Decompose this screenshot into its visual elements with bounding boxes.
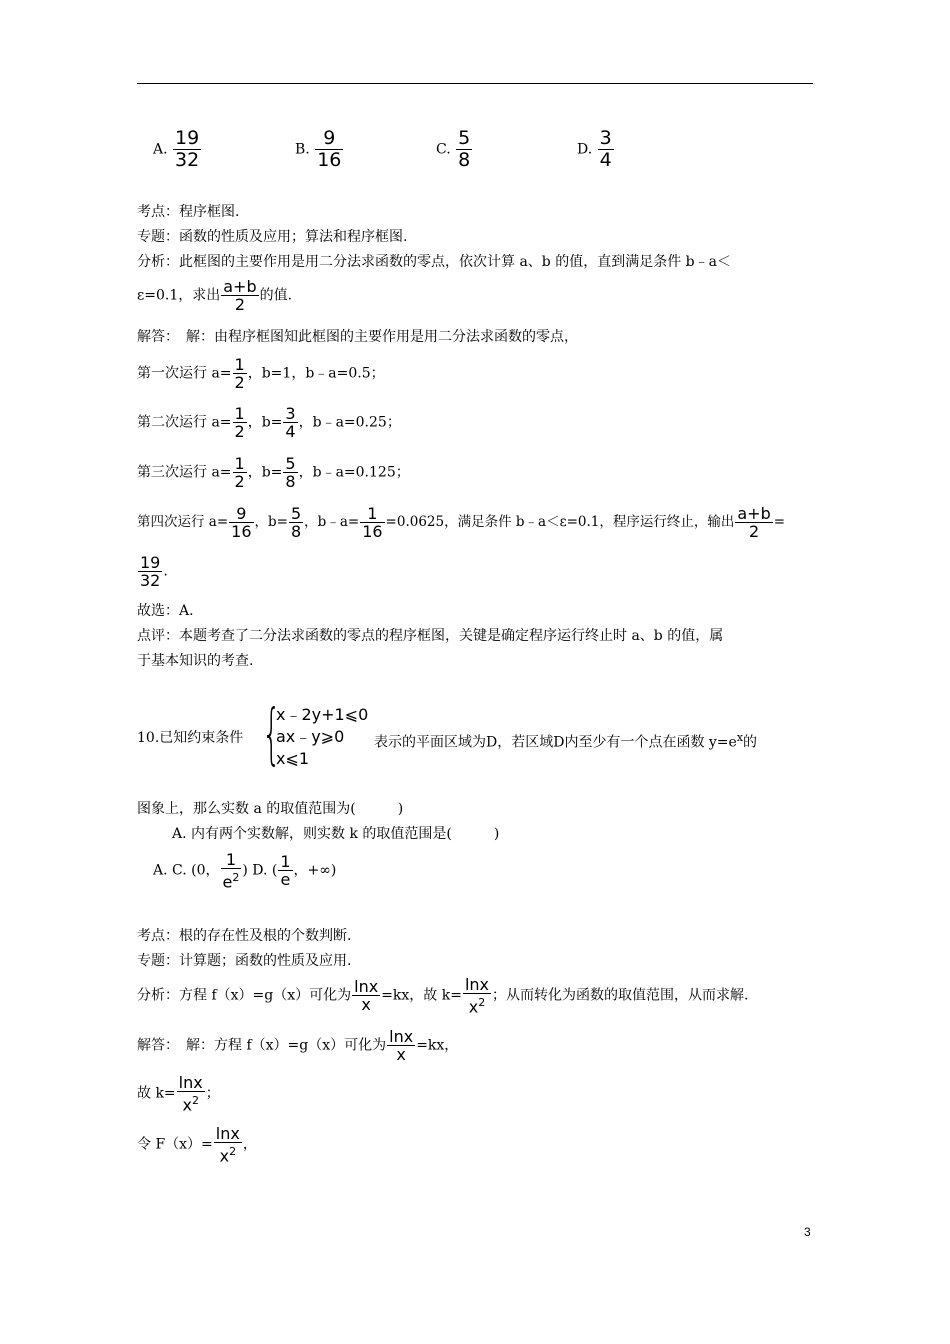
page-number: 3 (804, 1225, 811, 1239)
q10-line2: 图象上，那么实数 a 的取值范围为( ) (137, 801, 404, 817)
zhuanti-q9: 专题：函数的性质及应用；算法和程序框图. (137, 229, 408, 245)
run-1: 第一次运行 a= $\frac{1}{2}$ ，b=1，b﹣a=0.5； (137, 355, 385, 392)
header-rule (137, 83, 813, 84)
q10-tail: 表示的平面区域为D，若区域D内至少有一个点在函数 $y=e^x$的 (374, 731, 758, 751)
ling-F: 令 F（x）= $\frac{\ln x}{x^2}$ ， (137, 1124, 257, 1166)
guxuan-q9: 故选：A. (137, 603, 194, 619)
fenxi-q9-line1: 分析：此框图的主要作用是用二分法求函数的零点，依次计算 a、b 的值，直到满足条件 b﹣a＜ (137, 254, 731, 270)
gu-k: 故 k= $\frac{\ln x}{x^2}$ ； (137, 1073, 220, 1115)
option-d: D. $\frac{3}{4}$ (577, 127, 612, 171)
q10-line3: A. 内有两个实数解，则实数 k 的取值范围是( ) (172, 826, 500, 842)
fenxi-q10: 分析：方程 f（x）=g（x）可化为 $\frac{\ln x}{x}$ =kx，故 k= $\frac{\ln x}{x^2}$ ；从而转化为函数的取值范围，从而求解. (137, 975, 749, 1017)
option-c: C. $\frac{5}{8}$ (436, 127, 471, 171)
dianping-line1: 点评：本题考查了二分法求函数的零点的程序框图，关键是确定程序运行终止时 a、b 的值，属 (137, 628, 724, 644)
q10-intro: 10.已知约束条件 (137, 730, 244, 746)
zhuanti-q10: 专题：计算题；函数的性质及应用. (137, 953, 352, 969)
kaodian-q10: 考点：根的存在性及根的个数判断. (137, 928, 352, 944)
fraction: $\frac{9}{16}$ (317, 127, 342, 171)
kaodian-q9: 考点：程序框图. (137, 204, 240, 220)
option-a: A. $\frac{19}{32}$ (153, 127, 200, 171)
fraction: $\frac{19}{32}$ (175, 127, 200, 171)
dianping-line2: 于基本知识的考查. (137, 653, 254, 669)
run-2: 第二次运行 a= $\frac{1}{2}$ ，b= $\frac{3}{4}$ ，b﹣a=0.25； (137, 404, 401, 441)
run-3: 第三次运行 a= $\frac{1}{2}$ ，b= $\frac{5}{8}$ ，b﹣a=0.125； (137, 454, 410, 491)
fraction: $\frac{5}{8}$ (458, 127, 471, 171)
left-brace: { (262, 695, 281, 772)
option-b: B. $\frac{9}{16}$ (295, 127, 342, 171)
constraint-system: x﹣2y+1⩽0 ax﹣y⩾0 x⩽1 (276, 705, 369, 768)
run-4: 第四次运行 a= $\frac{9}{16}$ ，b= $\frac{5}{8}$ ，b﹣a= $\frac{1}{16}$ =0.0625，满足条件 b﹣a＜ε=0.1，程序运行终止，输出 $\frac{a+b}{2}$ = (137, 504, 786, 541)
run-4-result: $\frac{19}{32}$ . (140, 553, 168, 590)
jieda-q9: 解答： 解：由程序框图知此框图的主要作用是用二分法求函数的零点， (137, 329, 578, 345)
q10-options: A. C. (0， $\frac{1}{e^2}$ ) D. ( $\frac{1}{e}$ ，+∞) (153, 850, 337, 892)
fenxi-q9-line2: ε=0.1，求出 $\frac{a+b}{2}$ 的值. (137, 277, 293, 314)
jieda-q10: 解答： 解：方程 f（x）=g（x）可化为 $\frac{\ln x}{x}$ =kx， (137, 1027, 459, 1064)
fraction-a-plus-b: $\frac{a+b}{2}$ (223, 277, 257, 314)
fraction: $\frac{3}{4}$ (599, 127, 612, 171)
